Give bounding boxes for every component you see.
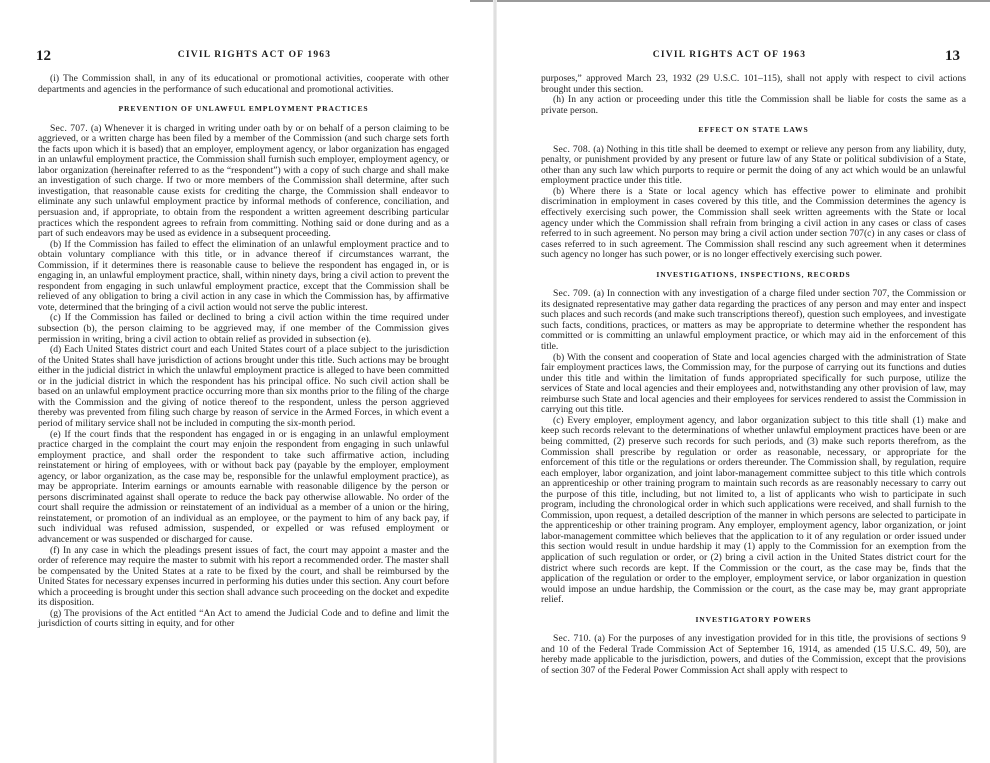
right-text-column (541, 74, 966, 676)
paragraph: (c) Every employer, employment agency, and labor organization subject to this title shall (1) make and keep such records relevant to the determinations of whether unlawful employment practices have been or are being committed, (2) preserve such records for such periods, and (3) make such reports therefrom, as the Commission shall prescribe by regulation or order as reasonable, necessary, or appropriate for the enforcement of this title or the regulations or orders thereunder. The Commission shall, by regulation, require each employer, labor organization, and joint labor-management committee subject to this title which controls an apprenticeship or other training program to maintain such records as are reasonably necessary to carry out the purpose of this title, including, but not limited to, a list of applicants who wish to participate in such program, including the chronological order in which such applications were received, and shall furnish to the Commission, upon request, a detailed description of the manner in which persons are selected to participate in the apprenticeship or other training program. Any employer, employment agency, labor organization, or joint labor-management committee which believes that the application to it of any regulation or order issued under this section would result in undue hardship it may (1) apply to the Commission for an exemption from the application of such regulation or order, or (2) bring a civil action in the United States district court for the district where such records are kept. If the Commission or the court, as the case may be, finds that the application of the regulation or order to the employer, employment service, or labor organization in question would impose an undue hardship, the Commission or the court, as the case may be, may grant appropriate relief. (541, 414, 966, 606)
section-text: (a) For the purposes of any investigation provided for in this title, the provisions of sections 9 and 10 of the Federal Trade Commission Act of September 16, 1914, as amended (15 U.S.C. 49, 50), are hereby made applicable to the jurisdiction, powers, and duties of the Commission, except that the provisions of section 307 of the Federal Power Commission Act shall apply with respect to (541, 633, 966, 676)
section-text: (a) Whenever it is charged in writing under oath by or on behalf of a person claiming to be aggrieved, or a written charge has been filed by a member of the Commission (and such charge sets forth the facts upon which it is based) that an employer, employment agency, or labor organization has engaged in an unlawful employment practice, the Commission shall furnish such employer, employment agency, or labor organization (hereinafter referred to as the “respondent”) with a copy of such charge and shall make an investigation of such charge. If two or more members of the Commission shall determine, after such investigation, that reasonable cause exists for crediting the charge, the Commission shall endeavor to eliminate any such unlawful employment practice by informal methods of conference, conciliation, and persuasion and, if appropriate, to obtain from the respondent a written agreement describing particular practices which the respondent agrees to refrain from committing. Nothing said or done during and as a part of such endeavors may be used as evidence in a subsequent proceeding. (38, 122, 449, 240)
page-number: 13 (945, 48, 960, 64)
left-page-header (36, 48, 455, 66)
section-label: Sec. 709. (553, 288, 591, 300)
right-page-header (539, 48, 960, 66)
paragraph: (b) If the Commission has failed to effect the elimination of an unlawful employment practice and to obtain voluntary compliance with this title, or in advance thereof if circumstances warrant, the Commission, if it determines there is reasonable cause to believe the respondent has engaged in, or is engaging in, an unlawful employment practice, shall, within ninety days, bring a civil action to prevent the respondent from engaging in such unlawful employment practice, except that the Commission shall be relieved of any obligation to bring a civil action in any case in which the Commission has, by affirmative vote, determined that the bringing of a civil action would not serve the public interest. (38, 238, 449, 313)
section-heading: PREVENTION OF UNLAWFUL EMPLOYMENT PRACTICES (118, 104, 369, 114)
section-text: (a) Nothing in this title shall be deemed to exempt or relieve any person from any liability, duty, penalty, or punishment provided by any present or future law of any State or political subdivision of a State, other than any such law which purports to require or permit the doing of any act which would be an unlawful employment practice under this title. (541, 143, 966, 187)
section-707-paragraph (38, 124, 449, 240)
right-page (495, 0, 990, 763)
left-text-column (38, 74, 449, 630)
section-text: (a) In connection with any investigation of a charge filed under section 707, the Commission or its designated representative may gather data regarding the practices of any person and may enter and inspect such places and such records (and make such transcriptions thereof), question such employees, and investigate such facts, conditions, practices, or matters as may be appropriate to determine whether the respondent has committed or is committing an unlawful employment practice, or which may aid in the enforcement of this title. (541, 288, 966, 353)
paragraph: (b) Where there is a State or local agency which has effective power to eliminate and prohibit discrimination in employment in cases covered by this title, and the Commission determines the agency is effectively exercising such power, the Commission shall seek written agreements with the State or local agency under which the Commission shall refrain from bringing a civil action in any cases or class of cases referred to in such agreement. No person may bring a civil action under section 707(c) in any cases or class of cases referred to in such agreement. The Commission shall rescind any such agreement when it determines such agency no longer has such power, or is no longer effectively exercising such power. (541, 185, 966, 261)
paragraph: (i) The Commission shall, in any of its educational or promotional activities, cooperate with other departments and agencies in the performance of such educational and promotional activities. (38, 73, 449, 95)
page-number: 12 (36, 48, 51, 64)
section-heading: EFFECT ON STATE LAWS (698, 125, 809, 135)
section-710-paragraph (541, 634, 966, 676)
carry-over-paragraph: purposes,” approved March 23, 1932 (29 U.S.C. 101–115), shall not apply with respect to civil actions brought under this section. (541, 73, 966, 95)
paragraph: (h) In any action or proceeding under this title the Commission shall be liable for costs the same as a private person. (541, 94, 966, 116)
section-708-paragraph (541, 145, 966, 187)
paragraph: (b) With the consent and cooperation of State and local agencies charged with the administration of State fair employment practices laws, the Commission may, for the purpose of carrying out its functions and duties under this title and within the limitation of funds appropriated specifically for such purpose, utilize the services of State and local agencies and their employees and, notwithstanding any other provision of law, may reimburse such State and local agencies and their employees for services rendered to assist the Commission in carrying out this title. (541, 351, 966, 416)
paragraph: (c) If the Commission has failed or declined to bring a civil action within the time required under subsection (b), the person claiming to be aggrieved may, if one member of the Commission gives permission in writing, bring a civil action to obtain relief as provided in subsection (e). (38, 312, 449, 345)
section-heading: INVESTIGATORY POWERS (695, 614, 812, 624)
paragraph: (f) In any case in which the pleadings present issues of fact, the court may appoint a master and the order of reference may require the master to submit with his report a recommended order. The master shall be compensated by the United States at a rate to be fixed by the court, and shall be reimbursed by the United States for necessary expenses incurred in performing his duties under this section. Any court before which a proceeding is brought under this section shall advance such proceeding on the docket and expedite its disposition. (38, 544, 449, 609)
running-head: CIVIL RIGHTS ACT OF 1963 (652, 50, 807, 60)
paragraph: (d) Each United States district court and each United States court of a place subject to the jurisdiction of the United States shall have jurisdiction of actions brought under this title. Such actions may be brought either in the judicial district in which the unlawful employment practice is alleged to have been committed or in the judicial district in which the respondent has his principal office. No such civil action shall be based on an unlawful employment practice occurring more than six months prior to the filing of the charge with the Commission and the giving of notice thereof to the respondent, unless the person aggrieved thereby was prevented from filing such charge by reason of service in the Armed Forces, in which event a period of military service shall not be included in computing the six-month period. (38, 344, 449, 429)
paragraph: (g) The provisions of the Act entitled “An Act to amend the Judicial Code and to define and limit the jurisdiction of courts sitting in equity, and for other (38, 607, 449, 630)
paragraph: (e) If the court finds that the respondent has engaged in or is engaging in an unlawful employment practice charged in the complaint the court may enjoin the respondent from engaging in such unlawful employment practice, and shall order the respondent to take such affirmative action, including reinstatement or hiring of employees, with or without back pay (payable by the employer, employment agency, or labor organization, as the case may be, responsible for the unlawful employment practice), as may be appropriate. Interim earnings or amounts earnable with reasonable diligence by the person or persons discriminated against shall operate to reduce the back pay otherwise allowable. No order of the court shall require the admission or reinstatement of an individual as a member of a union or the hiring, reinstatement, or promotion of an individual as an employee, or the payment to him of any back pay, if such individual was refused admission, suspended, or expelled or was refused employment or advancement or was suspended or discharged for cause. (38, 428, 449, 545)
section-label: Sec. 707. (50, 122, 88, 134)
running-head: CIVIL RIGHTS ACT OF 1963 (177, 50, 332, 60)
section-label: Sec. 708. (553, 143, 591, 155)
section-heading: INVESTIGATIONS, INSPECTIONS, RECORDS (656, 269, 851, 279)
section-label: Sec. 710. (553, 633, 592, 645)
section-709-paragraph (541, 289, 966, 352)
